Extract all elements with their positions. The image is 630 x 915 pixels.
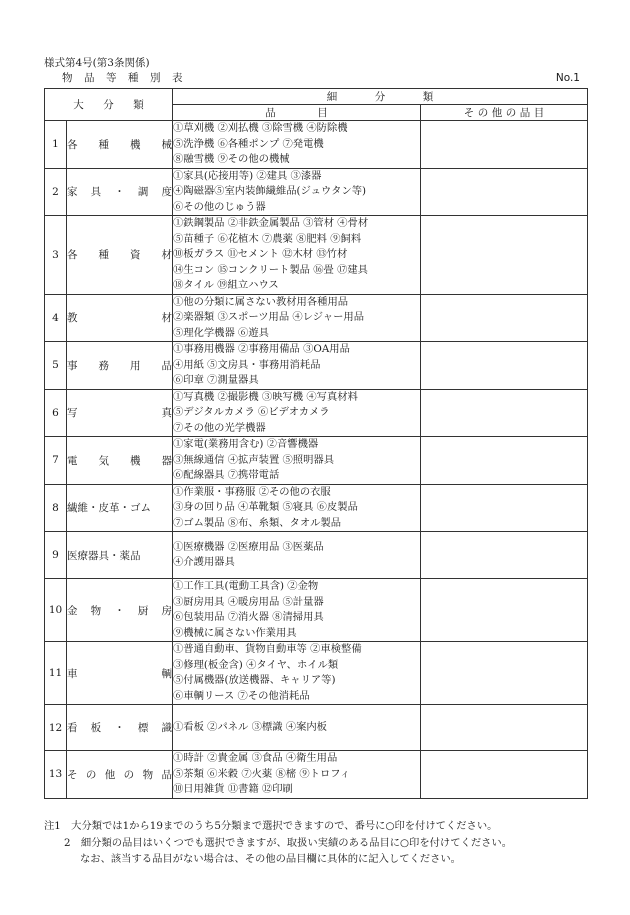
category-char: 教 xyxy=(67,312,78,325)
category-char: 資 xyxy=(130,249,141,262)
item-list xyxy=(173,294,421,342)
category-char: 電 xyxy=(67,454,78,467)
row-number: 4 xyxy=(45,294,67,342)
row-number: 5 xyxy=(45,342,67,390)
major-category xyxy=(67,437,173,485)
char: 分 xyxy=(374,91,386,103)
item-line: ⑦その他の光学機器 xyxy=(173,421,266,434)
row-number: 13 xyxy=(45,751,67,799)
char: 品 xyxy=(265,107,276,119)
table-title xyxy=(62,70,194,85)
item-list xyxy=(173,216,421,295)
category-char: 種 xyxy=(98,249,109,262)
category-char: 車 xyxy=(67,667,78,680)
header-detail-category xyxy=(173,89,588,105)
item-list xyxy=(173,532,421,579)
item-line: ⑦ゴム製品 ⑧布、糸類、タオル製品 xyxy=(173,516,342,529)
other-item-cell[interactable] xyxy=(421,294,588,342)
char: の xyxy=(505,107,517,119)
item-line: ①草刈機 ②刈払機 ③除雪機 ④防除機 xyxy=(173,122,348,134)
category-char: 気 xyxy=(98,454,109,467)
table-row xyxy=(45,705,588,751)
row-number: 7 xyxy=(45,437,67,485)
major-category xyxy=(67,484,173,532)
row-number: 9 xyxy=(45,532,67,579)
item-line: ①医療機器 ②医療用品 ③医薬品 xyxy=(173,540,324,553)
item-line: ①時計 ②貴金属 ③食品 ④衛生用品 xyxy=(173,752,338,764)
item-list xyxy=(173,342,421,390)
item-line: ⑤苗種子 ⑥花植木 ⑦農薬 ⑧肥料 ⑨飼料 xyxy=(173,232,362,245)
category-char: 品 xyxy=(161,359,172,372)
char: 目 xyxy=(317,107,328,119)
item-list xyxy=(173,484,421,532)
category-char: 識 xyxy=(161,722,172,734)
category-char: 種 xyxy=(98,138,109,151)
item-line: ①写真機 ②撮影機 ③映写機 ④写真材料 xyxy=(173,390,358,403)
category-char: 調 xyxy=(137,186,149,199)
table-row xyxy=(45,389,588,437)
category-char: 各 xyxy=(67,138,78,151)
row-number: 3 xyxy=(45,216,67,295)
char: そ xyxy=(463,107,475,119)
category-char: 械 xyxy=(161,138,172,151)
item-line: ⑥配線器具 ⑦携帯電話 xyxy=(173,469,280,481)
note-1: 注1 大分類では1から19までのうち5分類まで選択できますので、番号に○印を付けてください。 xyxy=(44,820,498,832)
table-row xyxy=(45,342,588,390)
table-row xyxy=(45,751,588,799)
char: 表 xyxy=(172,72,183,84)
category-char: 品 xyxy=(161,768,172,781)
item-line: ⑤理化学機器 ⑥遊具 xyxy=(173,326,269,339)
page-number: No.1 xyxy=(555,72,580,84)
major-category xyxy=(67,532,173,579)
char: 分 xyxy=(103,99,114,111)
category-char: ・ xyxy=(114,722,125,734)
category-char: 標 xyxy=(137,722,149,734)
char: 品 xyxy=(84,72,95,84)
item-line: ①家電(業務用含む) ②音響機器 xyxy=(173,438,319,450)
category-table xyxy=(44,88,588,799)
major-category xyxy=(67,168,173,216)
major-category xyxy=(67,294,173,342)
major-category xyxy=(67,389,173,437)
item-line: ⑭生コン ⑮コンクリート製品 ⑯畳 ⑰建具 xyxy=(173,263,368,276)
table-row xyxy=(45,294,588,342)
major-category xyxy=(67,751,173,799)
item-list xyxy=(173,437,421,485)
char: 目 xyxy=(533,107,545,119)
note-2: 2 細分類の品目はいくつでも選択できますが、取扱い実績のある品目に○印を付けてください。 xyxy=(64,836,513,849)
item-list xyxy=(173,121,421,169)
item-line: ①家具(応接用等) ②建具 ③漆器 xyxy=(173,169,322,182)
header-item xyxy=(173,105,421,121)
other-item-cell[interactable] xyxy=(421,484,588,532)
category-char: 厨 xyxy=(137,604,149,617)
item-line: ①鉄鋼製品 ②非鉄金属製品 ③管材 ④骨材 xyxy=(173,217,369,229)
category-char: 板 xyxy=(90,722,102,734)
char: 類 xyxy=(422,91,434,103)
major-category xyxy=(67,121,173,169)
row-number: 12 xyxy=(45,705,67,751)
row-number: 10 xyxy=(45,579,67,642)
item-list xyxy=(173,705,421,751)
char: 品 xyxy=(519,107,531,119)
item-line: ④陶磁器⑤室内装飾繊維品(ジュウタン等) xyxy=(173,185,367,197)
char: 大 xyxy=(73,99,84,111)
row-number: 2 xyxy=(45,168,67,216)
category-char: 事 xyxy=(67,359,78,372)
major-category xyxy=(67,342,173,390)
item-list xyxy=(173,168,421,216)
item-line: ⑥包装用品 ⑦消火器 ⑧清掃用具 xyxy=(173,611,324,623)
major-category xyxy=(67,579,173,642)
item-list xyxy=(173,389,421,437)
category-char: 看 xyxy=(67,722,78,734)
other-item-cell[interactable] xyxy=(421,751,588,799)
category-char: 輌 xyxy=(161,667,172,680)
category-char: 機 xyxy=(130,454,141,467)
item-line: ⑩日用雑貨 ⑪書籍 ⑫印刷 xyxy=(173,783,293,795)
category-char: 医療器具・薬品 xyxy=(67,549,141,562)
item-line: ④介護用器具 xyxy=(173,556,235,568)
item-line: ⑤洗浄機 ⑥各種ポンプ ⑦発電機 xyxy=(173,137,324,150)
item-line: ①作業服・事務服 ②その他の衣服 xyxy=(173,485,331,498)
char: 別 xyxy=(150,72,161,84)
item-line: ⑧融雪機 ⑨その他の機械 xyxy=(173,153,290,165)
table-row xyxy=(45,121,588,169)
item-line: ①他の分類に属さない教材用各種用品 xyxy=(173,295,349,308)
item-line: ①事務用機器 ②事務用備品 ③OA用品 xyxy=(173,343,350,355)
item-line: ⑥その他のじゅう器 xyxy=(173,200,266,213)
category-char: 度 xyxy=(161,186,172,199)
category-char: 物 xyxy=(90,604,102,617)
item-line: ③身の回り品 ④革靴類 ⑤寝具 ⑥皮製品 xyxy=(173,501,358,513)
other-item-cell[interactable] xyxy=(421,579,588,642)
item-line: ③無線通信 ④拡声装置 ⑤照明器具 xyxy=(173,453,334,466)
category-char: 機 xyxy=(130,138,141,151)
item-line: ③修理(板金含) ④タイヤ、ホイル類 xyxy=(173,658,339,671)
item-line: ⑥印章 ⑦測量器具 xyxy=(173,374,259,386)
category-char: ・ xyxy=(114,604,125,617)
category-char: 器 xyxy=(161,454,172,467)
row-number: 6 xyxy=(45,389,67,437)
category-char: 材 xyxy=(161,249,172,262)
item-line: ⑤茶類 ⑥米穀 ⑦火薬 ⑧樒 ⑨トロフィ xyxy=(173,767,351,780)
char: 類 xyxy=(133,99,144,111)
category-char: 用 xyxy=(130,359,141,372)
category-char: 真 xyxy=(161,407,172,420)
category-char: 具 xyxy=(90,186,102,199)
char: 物 xyxy=(62,72,73,84)
char: 細 xyxy=(326,91,338,103)
header-other-item xyxy=(421,105,588,121)
item-line: ①普通自動車、貨物自動車等 ②車検整備 xyxy=(173,643,362,655)
category-char: ・ xyxy=(114,186,125,199)
item-line: ③厨房用具 ④暖房用品 ⑤計量器 xyxy=(173,595,324,608)
table-row xyxy=(45,579,588,642)
item-line: ⑩板ガラス ⑪セメント ⑫木材 ⑬竹材 xyxy=(173,248,348,260)
char: の xyxy=(477,107,489,119)
category-char: そ xyxy=(67,768,78,781)
category-char: の xyxy=(123,768,135,781)
item-list xyxy=(173,642,421,705)
category-char: 房 xyxy=(161,604,172,617)
category-char: 材 xyxy=(161,312,172,325)
item-line: ①看板 ②パネル ③標識 ④案内板 xyxy=(173,720,327,733)
category-char: 各 xyxy=(67,249,78,262)
table-row xyxy=(45,168,588,216)
row-number: 1 xyxy=(45,121,67,169)
form-label: 様式第4号(第3条関係) xyxy=(44,57,150,69)
char: 種 xyxy=(128,72,139,84)
row-number: 11 xyxy=(45,642,67,705)
char: 他 xyxy=(491,107,503,119)
major-category xyxy=(67,642,173,705)
category-char: 金 xyxy=(67,604,78,617)
item-list xyxy=(173,751,421,799)
category-char: の xyxy=(85,768,97,781)
header-major-category xyxy=(45,89,173,121)
item-line: ④用紙 ⑤文房具・事務用消耗品 xyxy=(173,358,321,371)
row-number: 8 xyxy=(45,484,67,532)
other-item-cell[interactable] xyxy=(421,342,588,390)
char: 等 xyxy=(106,72,117,84)
item-line: ⑤付属機器(放送機器、キャリア等) xyxy=(173,674,336,686)
notes xyxy=(44,818,512,868)
item-line: ②楽器類 ③スポーツ用品 ④レジャー用品 xyxy=(173,311,365,323)
category-char: 家 xyxy=(67,186,78,199)
item-line: ⑱タイル ⑲組立ハウス xyxy=(173,279,279,291)
note-2-continued: なお、該当する品目がない場合は、その他の品目欄に具体的に記入してください。 xyxy=(80,853,461,865)
other-item-cell[interactable] xyxy=(421,389,588,437)
major-category xyxy=(67,216,173,295)
other-item-cell[interactable] xyxy=(421,216,588,295)
other-item-cell[interactable] xyxy=(421,705,588,751)
category-char: 他 xyxy=(104,768,116,781)
table-row xyxy=(45,216,588,295)
major-category xyxy=(67,705,173,751)
item-line: ⑥車輌リース ⑦その他消耗品 xyxy=(173,689,310,702)
other-item-cell[interactable] xyxy=(421,437,588,485)
table-row xyxy=(45,484,588,532)
item-list xyxy=(173,579,421,642)
item-line: ①工作工具(電動工具含) ②金物 xyxy=(173,580,319,592)
table-row xyxy=(45,642,588,705)
item-line: ⑤デジタルカメラ ⑥ビデオカメラ xyxy=(173,406,330,418)
category-char: 物 xyxy=(142,768,154,781)
table-row xyxy=(45,437,588,485)
category-char: 務 xyxy=(98,359,109,372)
item-line: ⑨機械に属さない作業用具 xyxy=(173,626,297,639)
other-item-cell[interactable] xyxy=(421,532,588,579)
category-char: 写 xyxy=(67,407,78,420)
other-item-cell[interactable] xyxy=(421,121,588,169)
category-char: 繊維・皮革・ゴム xyxy=(67,502,151,515)
other-item-cell[interactable] xyxy=(421,642,588,705)
other-item-cell[interactable] xyxy=(421,168,588,216)
table-row xyxy=(45,532,588,579)
